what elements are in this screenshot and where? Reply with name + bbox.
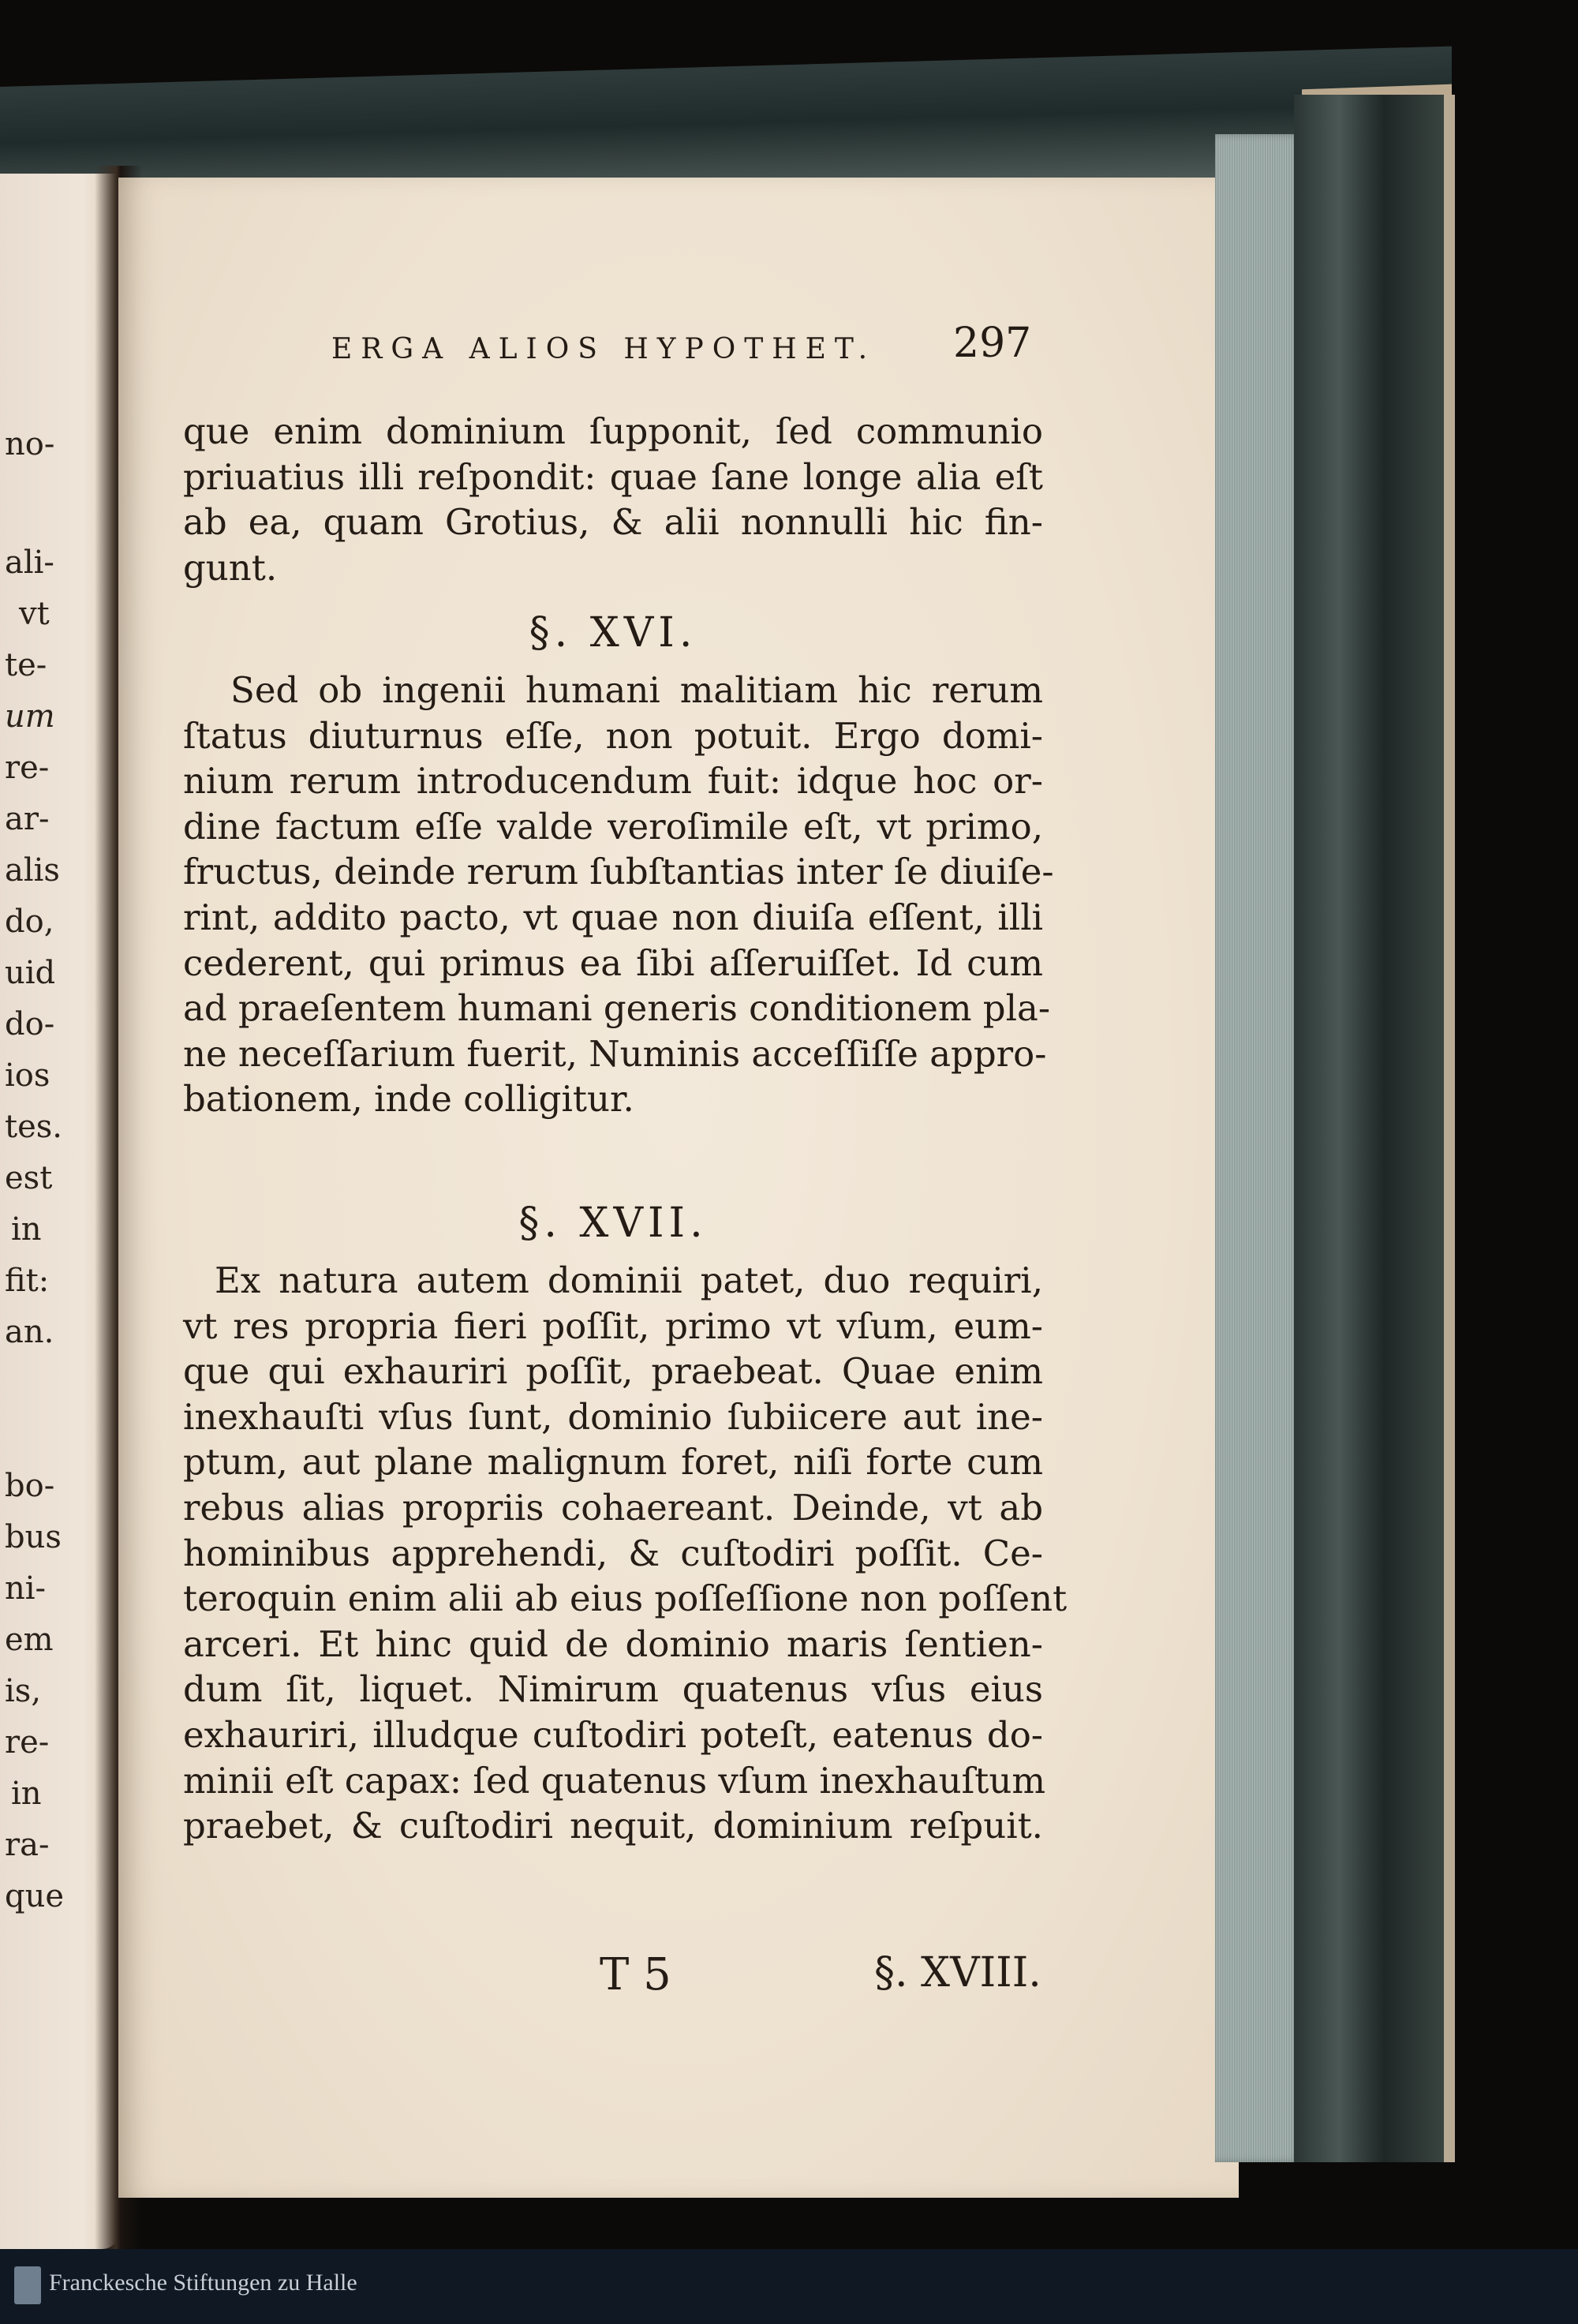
left-page-fragment: re- [5,750,50,786]
text-line: exhauriri, illudque cuſtodiri poteſt, eatenus do- [183,1713,1043,1756]
text-line: Ex natura autem dominii patet, duo requiri, [215,1259,1043,1301]
text-line: ne neceſſarium fuerit, Numinis acceſſiſſe appro- [183,1032,1047,1075]
left-page-fragment: do- [5,1006,55,1042]
left-page-fragment: uid [5,955,56,991]
text-line: inexhauſti vſus ſunt, dominio ſubiicere aut ine- [183,1395,1043,1438]
left-page-fragment: in [11,1776,42,1812]
text-line: teroquin enim alii ab eius poſſeſſione non poſſent [183,1577,1068,1620]
text-line: dum ſit, liquet. Nimirum quatenus vſus eius [183,1668,1043,1711]
left-page-fragment: te- [5,647,47,683]
left-page-fragment: ar- [5,801,50,837]
text-line: ad praeſentem humani generis conditionem pla- [183,987,1051,1030]
left-page-fragment: vt [19,596,50,632]
text-line: que qui exhauriri poſſit, praebeat. Quae enim [183,1350,1043,1393]
left-page-fragment: est [5,1160,53,1196]
left-page-fragment: ali- [5,545,54,581]
section-heading: §. XVI. [529,609,697,657]
section-heading: §. XVII. [518,1199,708,1247]
left-page-fragment: fit: [5,1263,50,1299]
book-cover [1294,95,1455,2162]
text-line: rint, addito pacto, vt quae non diuiſa eſſent, illi [183,896,1043,938]
footer-institution: Franckesche Stiftungen zu Halle [49,2270,357,2296]
left-page-fragment: alis [5,852,60,889]
running-head: ERGA ALIOS HYPOTHET. [331,333,877,365]
page-fore-edge [1215,134,1302,2162]
left-page-fragment: in [11,1211,42,1248]
left-page-fragment: que [5,1878,65,1914]
text-line: hominibus apprehendi, & cuſtodiri poſſit. Ce- [183,1532,1043,1574]
left-page-fragment: ra- [5,1827,50,1863]
text-line: dine factum eſſe valde veroſimile eſt, vt primo, [183,805,1043,848]
text-line: minii eſt capax: ſed quatenus vſum inexhauſtum [183,1759,1046,1802]
text-line: fructus, deinde rerum ſubſtantias inter ſe diuiſe- [183,851,1054,893]
left-page-fragment: no- [5,426,55,462]
left-page-fragment: bo- [5,1468,55,1504]
left-page-fragment: re- [5,1724,50,1761]
text-line: Sed ob ingenii humani malitiam hic rerum [230,669,1043,711]
text-line: cederent, qui primus ea ſibi aſſeruiſſet. Id cum [183,941,1043,984]
left-page-fragment: an. [5,1314,54,1350]
text-line: nium rerum introducendum fuit: idque hoc or- [183,760,1043,803]
catchword: §. XVIII. [874,1949,1041,1997]
signature-mark: T 5 [600,1949,671,2000]
text-line: ptum, aut plane malignum foret, niſi forte cum [183,1441,1043,1484]
text-line: rebus alias propriis cohaereant. Deinde, vt ab [183,1486,1043,1529]
text-line: que enim dominium ſupponit, ſed communio [183,410,1043,452]
text-line: arceri. Et hinc quid de dominio maris ſentien- [183,1622,1043,1665]
text-line: gunt. [183,546,278,589]
left-page-fragment: is, [5,1673,42,1709]
text-line: bationem, inde colligitur. [183,1078,634,1121]
page-number: 297 [953,320,1032,367]
section-17 [183,1199,1068,1849]
left-page-fragment: um [5,698,55,735]
left-page-fragment: ios [5,1057,50,1094]
text-line: praebet, & cuſtodiri nequit, dominium reſpuit. [183,1805,1043,1847]
text-line: vt res propria fieri poſſit, primo vt vſum, eum- [183,1304,1043,1347]
footer-bar [0,2249,1578,2324]
text-line: ſtatus diuturnus eſſe, non potuit. Ergo domi- [183,714,1043,757]
text-line: ab ea, quam Grotius, & alii nonnulli hic fin- [183,501,1043,544]
left-page-fragment: ni- [5,1570,47,1607]
opening-paragraph [183,409,1043,590]
section-16 [183,609,1054,1122]
text-line: priuatius illi reſpondit: quae ſane longe alia eſt [183,455,1043,498]
left-page-fragment: em [5,1622,54,1658]
left-page-fragment: bus [5,1519,62,1555]
institution-logo-icon [14,2266,41,2304]
left-page-fragment: do, [5,904,54,940]
left-page-fragment: tes. [5,1109,62,1145]
